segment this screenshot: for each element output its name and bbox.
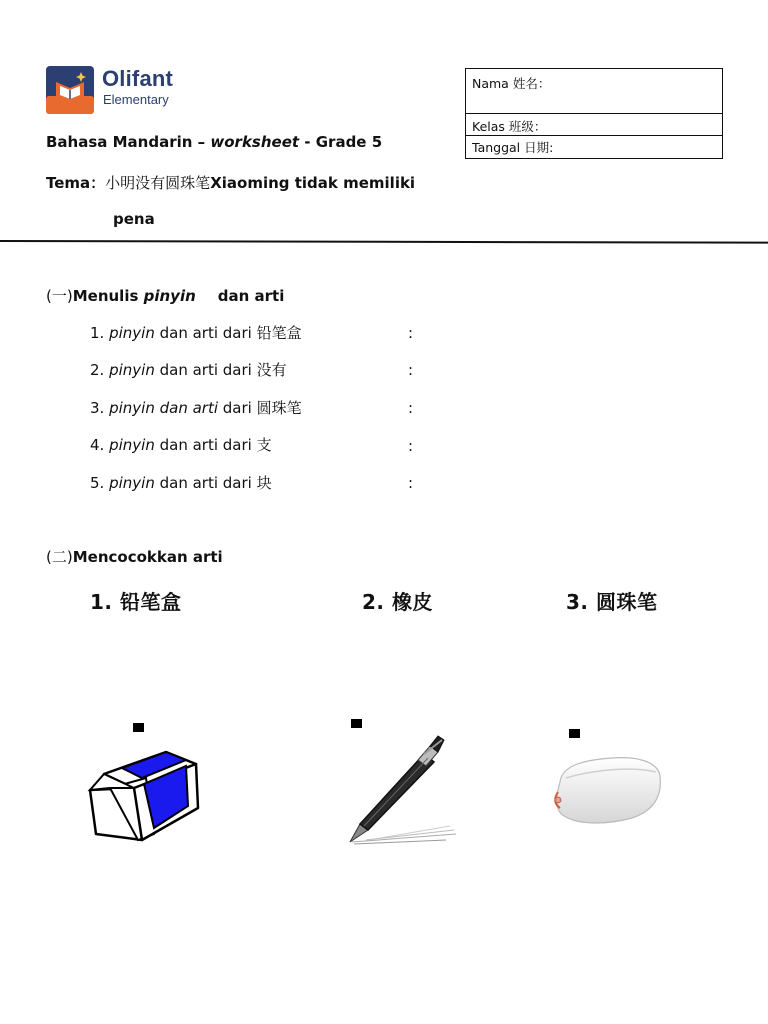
theme-latin: Xiaoming tidak memiliki [210, 174, 416, 192]
answer-marker[interactable] [133, 723, 144, 732]
logo-title: Olifant [102, 66, 174, 91]
answer-colon: : [408, 324, 414, 342]
name-field[interactable]: Nama 姓名： [466, 69, 722, 114]
item-number: 5. [90, 474, 110, 492]
worksheet-theme [46, 172, 415, 193]
list-item [90, 359, 287, 380]
school-logo [46, 66, 186, 116]
pen-icon [346, 734, 462, 846]
item-text: dari 圆珠笔 [218, 399, 302, 417]
item-text: dan arti dari 支 [154, 436, 272, 454]
item-text: dan arti dari 没有 [154, 361, 287, 379]
item-pinyin: pinyin [109, 474, 155, 492]
item-text: dan arti dari 块 [154, 474, 272, 492]
answer-colon: : [408, 474, 414, 492]
item-number: 4. [90, 436, 110, 454]
header-divider [0, 240, 768, 244]
section-1-number: (一) [46, 287, 73, 305]
list-item [90, 434, 272, 455]
item-pinyin: pinyin [109, 436, 155, 454]
match-word-3: 3. 圆珠笔 [566, 590, 658, 614]
section-2-number: (二) [46, 548, 73, 566]
answer-colon: : [408, 361, 414, 379]
answer-marker[interactable] [351, 719, 362, 728]
student-info-box [465, 68, 723, 159]
section-2-title [46, 546, 223, 567]
match-word-1: 1. 铅笔盒 [90, 590, 182, 614]
theme-continuation: pena [113, 210, 155, 228]
item-number: 1. [90, 324, 110, 342]
answer-colon: : [408, 437, 414, 455]
section-2-title-text: Mencocokkan arti [72, 548, 223, 566]
section-1-title-a: Menulis [72, 287, 144, 305]
section-1-title-b: pinyin [143, 287, 196, 305]
list-item [90, 472, 272, 493]
item-pinyin: pinyin [109, 324, 155, 342]
theme-chinese: 小明没有圆珠笔 [105, 174, 211, 192]
class-field[interactable]: Kelas 班级： [466, 114, 722, 136]
list-item [90, 397, 302, 418]
subject-italic: worksheet [210, 133, 300, 151]
eraser-icon [86, 748, 202, 844]
worksheet-subject [46, 133, 382, 151]
list-item [90, 322, 302, 343]
pencil-case-icon [552, 752, 664, 828]
item-pinyin: pinyin dan arti [109, 399, 219, 417]
item-number: 3. [90, 399, 110, 417]
item-number: 2. [90, 361, 110, 379]
book-logo-icon [46, 66, 94, 114]
logo-subtitle: Elementary [103, 92, 169, 107]
subject-suffix: - Grade 5 [299, 133, 383, 151]
match-word-2: 2. 橡皮 [362, 590, 433, 614]
theme-label: Tema： [46, 174, 106, 192]
answer-marker[interactable] [569, 729, 580, 738]
subject-prefix: Bahasa Mandarin – [46, 133, 211, 151]
date-field[interactable]: Tanggal 日期: [472, 140, 554, 155]
answer-colon: : [408, 399, 414, 417]
section-1-title-c: dan arti [217, 287, 285, 305]
item-text: dan arti dari 铅笔盒 [154, 324, 302, 342]
section-1-title [46, 285, 284, 306]
item-pinyin: pinyin [109, 361, 155, 379]
